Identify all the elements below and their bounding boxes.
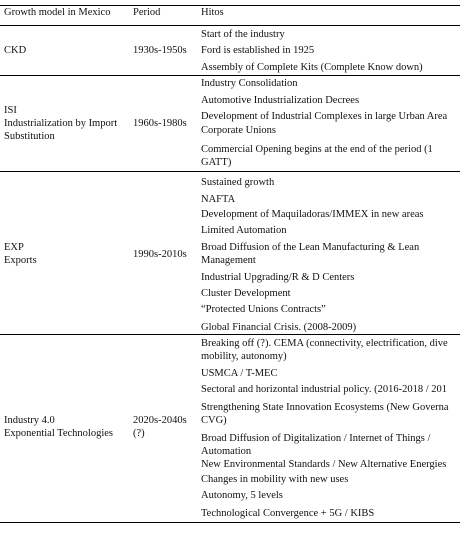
row-divider [0,334,460,335]
hito-item: Sustained growth [201,177,275,188]
hito-item: Limited Automation [201,225,287,236]
hito-item: Start of the industry [201,29,285,40]
hito-item: Industrial Upgrading/R & D Centers [201,272,355,283]
hito-item: Commercial Opening begins at the end of the period (1 [201,144,433,155]
hito-item: Automotive Industrialization Decrees [201,95,360,106]
hito-item: NAFTA [201,194,236,205]
hito-item: “Protected Unions Contracts” [201,304,326,315]
model-name-cell: CKD [4,45,27,56]
period-cell: 1930s-1950s [133,45,187,56]
hito-item: Breaking off (?). CEMA (connectivity, electrification, dive [201,338,448,349]
hito-item: Development of Industrial Complexes in large Urban Area [201,111,448,122]
hito-item: Development of Maquiladoras/IMMEX in new areas [201,209,424,220]
period-cell: 1990s-2010s [133,249,187,260]
hito-item: Cluster Development [201,288,291,299]
hito-item: CVG) [201,415,227,426]
model-name-cell: Industry 4.0 [4,415,55,426]
row-divider [0,75,460,76]
hito-item: Ford is established in 1925 [201,45,315,56]
hito-item: Industry Consolidation [201,78,298,89]
period-cell: 2020s-2040s [133,415,187,426]
hito-item: Corporate Unions [201,125,276,136]
hito-item: Global Financial Crisis. (2008-2009) [201,322,357,333]
hito-item: Assembly of Complete Kits (Complete Know down) [201,62,423,73]
hito-item: Broad Diffusion of Digitalization / Internet of Things / [201,433,431,444]
period-cell: 1960s-1980s [133,118,187,129]
model-name-cell: Industrialization by Import [4,118,118,129]
header-period: Period [133,7,161,18]
hito-item: Strengthening State Innovation Ecosystems (New Governa [201,402,449,413]
hito-item: Sectoral and horizontal industrial policy. (2016-2018 / 201 [201,384,448,395]
hito-item: mobility, autonomy) [201,351,287,362]
row-divider [0,171,460,172]
hito-item: Technological Convergence + 5G / KIBS [201,508,375,519]
hito-item: Automation [201,446,252,457]
header-growth-model: Growth model in Mexico [4,7,111,18]
hito-item: Broad Diffusion of the Lean Manufacturing & Lean [201,242,420,253]
hito-item: USMCA / T-MEC [201,368,278,379]
header-hitos: Hitos [201,7,224,18]
hito-item: Management [201,255,256,266]
hito-item: GATT) [201,157,232,168]
model-name-cell: ISI [4,105,17,116]
hito-item: Changes in mobility with new uses [201,474,349,485]
period-cell: (?) [133,428,145,439]
model-name-cell: Exponential Technologies [4,428,114,439]
hito-item: Autonomy, 5 levels [201,490,283,501]
model-name-cell: Substitution [4,131,55,142]
header-rule [0,25,460,26]
table-bottom-rule [0,522,460,523]
model-name-cell: Exports [4,255,37,266]
hito-item: New Environmental Standards / New Alternative Energies [201,459,447,470]
model-name-cell: EXP [4,242,24,253]
